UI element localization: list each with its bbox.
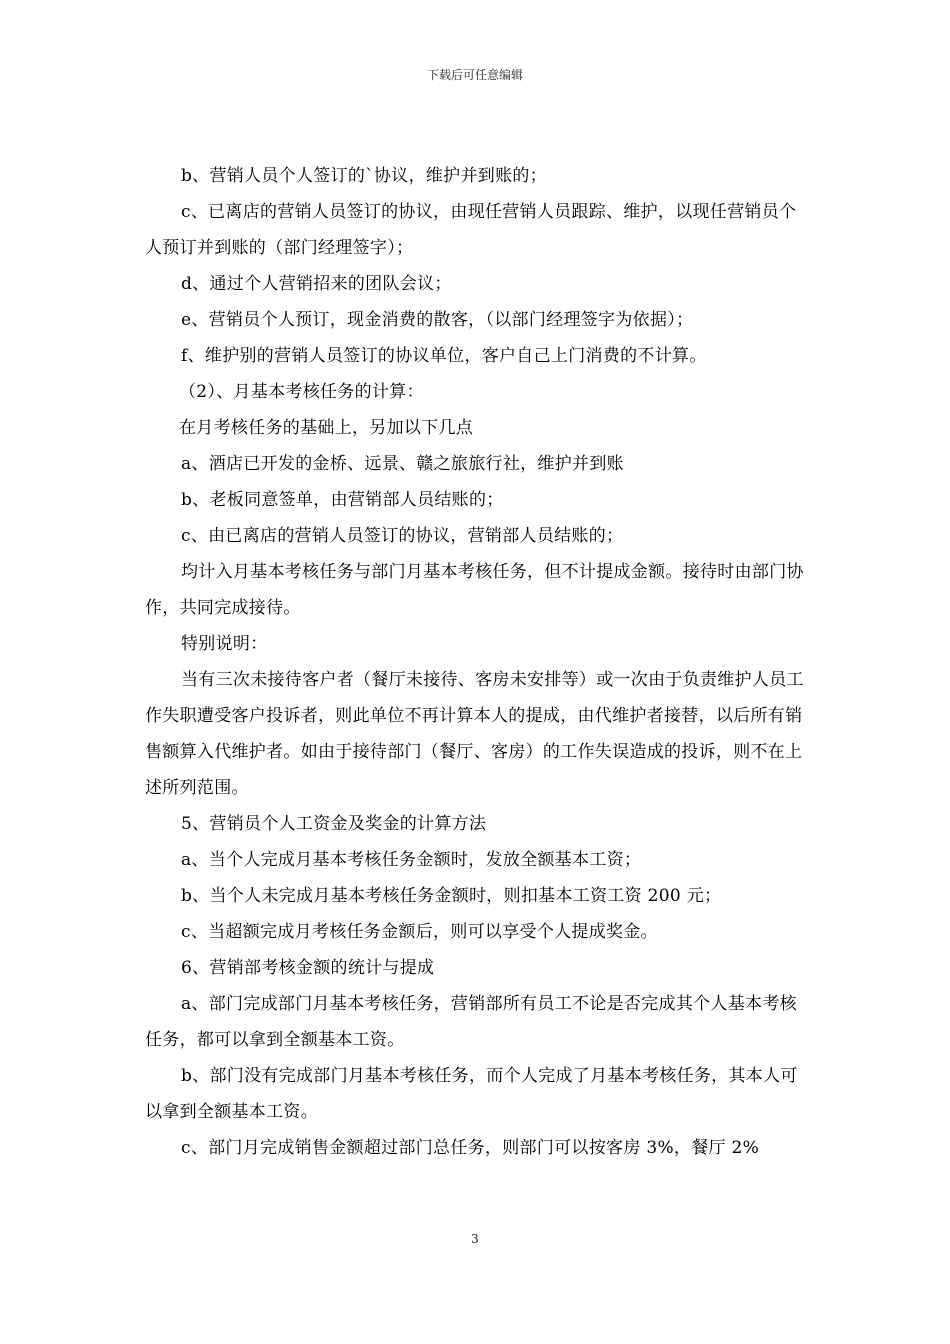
document-body xyxy=(145,158,805,1166)
section-heading-salary: 5、营销员个人工资金及奖金的计算方法 xyxy=(181,814,487,834)
paragraph-a-travel-agencies: a、酒店已开发的金桥、远景、赣之旅旅行社，维护并到账 xyxy=(181,454,624,474)
paragraph-d-team-meetings: d、通过个人营销招来的团队会议； xyxy=(181,274,452,294)
paragraph-a-department-complete: a、部门完成部门月基本考核任务，营销部所有员工不论是否完成其个人基本考核任务，都可以拿到全额基本工资。 xyxy=(145,994,797,1050)
paragraph-e-walk-in-guests: e、营销员个人预订，现金消费的散客，（以部门经理签字为依据）； xyxy=(181,310,694,330)
heading-special-note: 特别说明： xyxy=(181,634,268,654)
paragraph-special-note-body: 当有三次未接待客户者（餐厅未接待、客房未安排等）或一次由于负责维护人员工作失职遭受客户投诉者，则此单位不再计算本人的提成，由代维护者接替，以后所有销售额算入代维护者。如由于接待部门（餐厅、客房）的工作失误造成的投诉，则不在上述所列范围。 xyxy=(145,670,804,798)
page-header: 下载后可任意编辑 xyxy=(426,68,523,82)
paragraph-additional-points: 在月考核任务的基础上，另加以下几点 xyxy=(179,418,474,438)
paragraph-a-full-salary: a、当个人完成月基本考核任务金额时，发放全额基本工资； xyxy=(181,850,642,870)
paragraph-c-departed-agreements: c、由已离店的营销人员签订的协议，营销部人员结账的； xyxy=(181,526,624,546)
paragraph-c-departed-staff: c、已离店的营销人员签订的协议，由现任营销人员跟踪、维护，以现任营销员个人预订并到账的（部门经理签字）； xyxy=(145,202,797,258)
page-number: 3 xyxy=(471,1232,479,1246)
paragraph-b-department-incomplete: b、部门没有完成部门月基本考核任务，而个人完成了月基本考核任务，其本人可以拿到全额基本工资。 xyxy=(145,1066,798,1122)
paragraph-c-bonus: c、当超额完成月考核任务金额后，则可以享受个人提成奖金。 xyxy=(181,922,658,942)
paragraph-all-counted: 均计入月基本考核任务与部门月基本考核任务，但不计提成金额。接待时由部门协作，共同完成接待。 xyxy=(145,562,804,618)
paragraph-c-department-exceeds: c、部门月完成销售金额超过部门总任务，则部门可以按客房 3%，餐厅 2% xyxy=(181,1138,760,1158)
paragraph-b-boss-signing: b、老板同意签单，由营销部人员结账的； xyxy=(181,490,504,510)
paragraph-b-personal-agreement: b、营销人员个人签订的`协议，维护并到账的； xyxy=(181,166,547,186)
section-heading-monthly-task: （2）、月基本考核任务的计算： xyxy=(179,382,424,402)
section-heading-department: 6、营销部考核金额的统计与提成 xyxy=(181,958,435,978)
paragraph-b-deduction: b、当个人未完成月基本考核任务金额时，则扣基本工资工资 200 元； xyxy=(181,886,722,906)
paragraph-f-exclusion: f、维护别的营销人员签订的协议单位，客户自己上门消费的不计算。 xyxy=(181,346,707,366)
